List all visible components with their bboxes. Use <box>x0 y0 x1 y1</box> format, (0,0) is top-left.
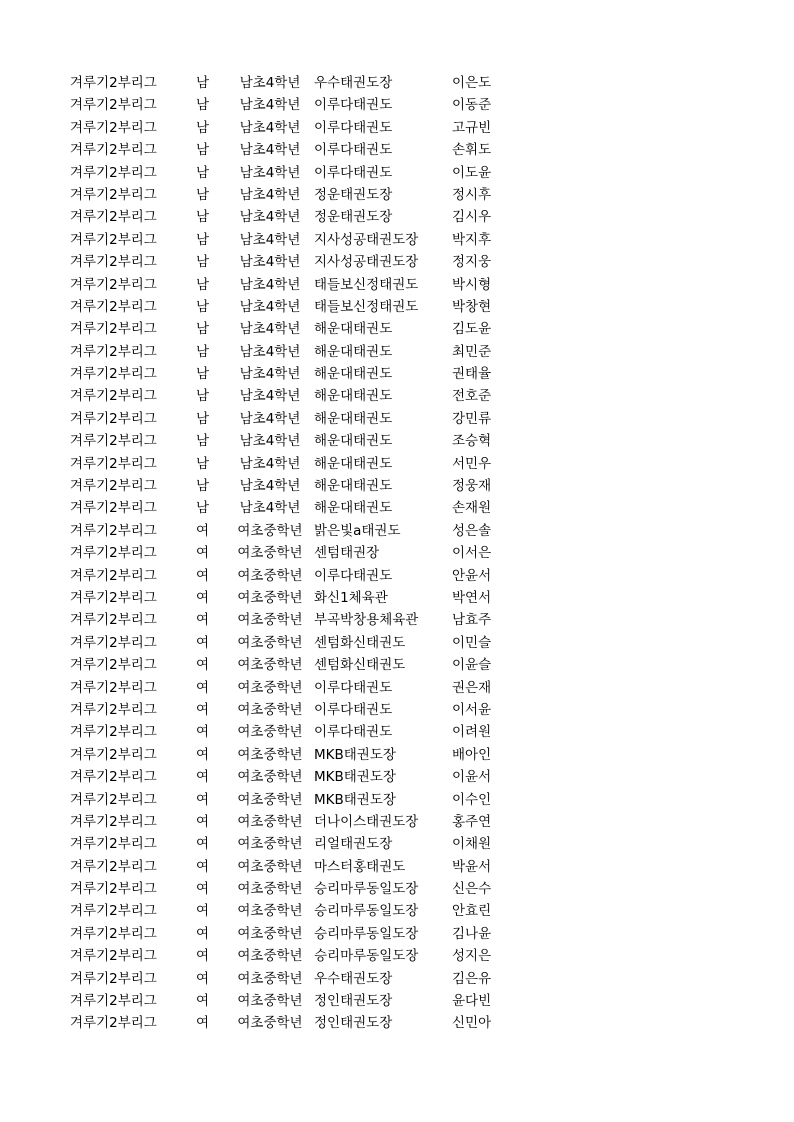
name-cell: 손재원 <box>452 500 492 517</box>
table-row <box>0 878 794 900</box>
division-cell: 여초중학년 <box>237 567 303 584</box>
name-cell: 전호준 <box>452 388 492 405</box>
event-cell: 겨루기2부리그 <box>70 724 157 741</box>
gym-cell: 태들보신정태권도 <box>314 298 419 315</box>
table-row <box>0 408 794 430</box>
event-cell: 겨루기2부리그 <box>70 970 157 987</box>
gym-cell: 이루다태권도 <box>314 164 393 181</box>
name-cell: 박시형 <box>452 276 492 293</box>
name-cell: 이서은 <box>452 545 492 562</box>
gym-cell: 우수태권도장 <box>314 75 393 91</box>
name-cell: 김은유 <box>452 970 492 987</box>
gym-cell: 센텀화신태권도 <box>314 634 406 651</box>
name-cell: 박창현 <box>452 298 492 315</box>
division-cell: 여초중학년 <box>237 836 303 853</box>
name-cell: 안윤서 <box>452 567 492 584</box>
event-cell: 겨루기2부리그 <box>70 343 157 360</box>
division-cell: 남초4학년 <box>239 231 301 248</box>
gym-cell: 이루다태권도 <box>314 567 393 584</box>
event-cell: 겨루기2부리그 <box>70 634 157 651</box>
table-row <box>0 744 794 766</box>
gender-cell: 남 <box>196 119 210 136</box>
event-cell: 겨루기2부리그 <box>70 657 157 674</box>
event-cell: 겨루기2부리그 <box>70 881 157 898</box>
event-cell: 겨루기2부리그 <box>70 97 157 114</box>
name-cell: 안효린 <box>452 903 492 920</box>
table-row <box>0 385 794 407</box>
table-row <box>0 318 794 340</box>
gym-cell: 센텀태권장 <box>314 545 380 562</box>
gender-cell: 여 <box>196 522 210 539</box>
event-cell: 겨루기2부리그 <box>70 433 157 450</box>
division-cell: 남초4학년 <box>239 298 301 315</box>
division-cell: 남초4학년 <box>239 142 301 159</box>
gender-cell: 남 <box>196 433 210 450</box>
event-cell: 겨루기2부리그 <box>70 388 157 405</box>
gym-cell: 해운대태권도 <box>314 433 393 450</box>
name-cell: 김도윤 <box>452 321 492 338</box>
division-cell: 여초중학년 <box>237 948 303 965</box>
gender-cell: 여 <box>196 724 210 741</box>
gender-cell: 여 <box>196 679 210 696</box>
name-cell: 윤다빈 <box>452 993 492 1010</box>
event-cell: 겨루기2부리그 <box>70 410 157 427</box>
table-row <box>0 184 794 206</box>
table-row <box>0 766 794 788</box>
gender-cell: 남 <box>196 209 210 226</box>
name-cell: 강민류 <box>452 410 492 427</box>
name-cell: 성지은 <box>452 948 492 965</box>
division-cell: 여초중학년 <box>237 791 303 808</box>
event-cell: 겨루기2부리그 <box>70 321 157 338</box>
division-cell: 여초중학년 <box>237 970 303 987</box>
name-cell: 권은재 <box>452 679 492 696</box>
gender-cell: 여 <box>196 769 210 786</box>
gym-cell: 더나이스태권도장 <box>314 813 419 830</box>
event-cell: 겨루기2부리그 <box>70 948 157 965</box>
gender-cell: 여 <box>196 589 210 606</box>
gender-cell: 여 <box>196 813 210 830</box>
gym-cell: 마스터홍태권도 <box>314 858 406 875</box>
table-row <box>0 990 794 1012</box>
division-cell: 여초중학년 <box>237 746 303 763</box>
division-cell: 남초4학년 <box>239 343 301 360</box>
gender-cell: 남 <box>196 164 210 181</box>
gym-cell: 리얼태권도장 <box>314 836 393 853</box>
name-cell: 정시후 <box>452 186 492 203</box>
table-row <box>0 677 794 699</box>
gender-cell: 여 <box>196 701 210 718</box>
gym-cell: 정운태권도장 <box>314 209 393 226</box>
event-cell: 겨루기2부리그 <box>70 75 157 91</box>
event-cell: 겨루기2부리그 <box>70 522 157 539</box>
gym-cell: 부곡박창용체육관 <box>314 612 419 629</box>
name-cell: 홍주연 <box>452 813 492 830</box>
name-cell: 최민준 <box>452 343 492 360</box>
table-row <box>0 139 794 161</box>
event-cell: 겨루기2부리그 <box>70 993 157 1010</box>
division-cell: 여초중학년 <box>237 1015 303 1032</box>
name-cell: 조승혁 <box>452 433 492 450</box>
event-cell: 겨루기2부리그 <box>70 925 157 942</box>
event-cell: 겨루기2부리그 <box>70 903 157 920</box>
gym-cell: 해운대태권도 <box>314 321 393 338</box>
gender-cell: 남 <box>196 75 210 91</box>
gender-cell: 남 <box>196 500 210 517</box>
table-row <box>0 789 794 811</box>
table-row <box>0 520 794 542</box>
gym-cell: 우수태권도장 <box>314 970 393 987</box>
table-row <box>0 117 794 139</box>
gym-cell: 지사성공태권도장 <box>314 231 419 248</box>
event-cell: 겨루기2부리그 <box>70 209 157 226</box>
table-row <box>0 341 794 363</box>
gender-cell: 여 <box>196 925 210 942</box>
name-cell: 이수인 <box>452 791 492 808</box>
gym-cell: 해운대태권도 <box>314 455 393 472</box>
name-cell: 박지후 <box>452 231 492 248</box>
event-cell: 겨루기2부리그 <box>70 679 157 696</box>
division-cell: 남초4학년 <box>239 433 301 450</box>
division-cell: 남초4학년 <box>239 321 301 338</box>
gender-cell: 남 <box>196 410 210 427</box>
gym-cell: 정운태권도장 <box>314 186 393 203</box>
name-cell: 권태율 <box>452 366 492 383</box>
division-cell: 남초4학년 <box>239 410 301 427</box>
gym-cell: 해운대태권도 <box>314 366 393 383</box>
name-cell: 이채원 <box>452 836 492 853</box>
division-cell: 여초중학년 <box>237 522 303 539</box>
table-row <box>0 856 794 878</box>
table-row <box>0 900 794 922</box>
gender-cell: 남 <box>196 388 210 405</box>
name-cell: 김시우 <box>452 209 492 226</box>
gym-cell: 이루다태권도 <box>314 724 393 741</box>
division-cell: 여초중학년 <box>237 903 303 920</box>
event-cell: 겨루기2부리그 <box>70 231 157 248</box>
name-cell: 이윤서 <box>452 769 492 786</box>
name-cell: 이서윤 <box>452 701 492 718</box>
name-cell: 이윤슬 <box>452 657 492 674</box>
gym-cell: 승리마루동일도장 <box>314 925 419 942</box>
gender-cell: 여 <box>196 612 210 629</box>
gym-cell: 해운대태권도 <box>314 478 393 495</box>
name-cell: 이민슬 <box>452 634 492 651</box>
table-row <box>0 587 794 609</box>
gender-cell: 여 <box>196 634 210 651</box>
name-cell: 남효주 <box>452 612 492 629</box>
gender-cell: 남 <box>196 231 210 248</box>
division-cell: 남초4학년 <box>239 276 301 293</box>
division-cell: 여초중학년 <box>237 589 303 606</box>
event-cell: 겨루기2부리그 <box>70 455 157 472</box>
name-cell: 신민아 <box>452 1015 492 1032</box>
gender-cell: 여 <box>196 970 210 987</box>
event-cell: 겨루기2부리그 <box>70 567 157 584</box>
name-cell: 이은도 <box>452 75 492 91</box>
table-row <box>0 475 794 497</box>
division-cell: 남초4학년 <box>239 478 301 495</box>
table-row <box>0 430 794 452</box>
division-cell: 남초4학년 <box>239 254 301 271</box>
event-cell: 겨루기2부리그 <box>70 769 157 786</box>
name-cell: 이려원 <box>452 724 492 741</box>
table-row <box>0 654 794 676</box>
gender-cell: 여 <box>196 993 210 1010</box>
event-cell: 겨루기2부리그 <box>70 545 157 562</box>
table-row <box>0 923 794 945</box>
table-row <box>0 497 794 519</box>
gym-cell: 이루다태권도 <box>314 97 393 114</box>
gym-cell: MKB태권도장 <box>314 746 396 763</box>
name-cell: 배아인 <box>452 746 492 763</box>
division-cell: 여초중학년 <box>237 813 303 830</box>
division-cell: 여초중학년 <box>237 881 303 898</box>
division-cell: 남초4학년 <box>239 164 301 181</box>
table-row <box>0 229 794 251</box>
division-cell: 남초4학년 <box>239 366 301 383</box>
name-cell: 고규빈 <box>452 119 492 136</box>
table-row <box>0 609 794 631</box>
event-cell: 겨루기2부리그 <box>70 858 157 875</box>
table-row <box>0 206 794 228</box>
gym-cell: 이루다태권도 <box>314 142 393 159</box>
gym-cell: MKB태권도장 <box>314 791 396 808</box>
gender-cell: 남 <box>196 366 210 383</box>
event-cell: 겨루기2부리그 <box>70 276 157 293</box>
division-cell: 여초중학년 <box>237 612 303 629</box>
gender-cell: 여 <box>196 836 210 853</box>
gym-cell: 정인태권도장 <box>314 993 393 1010</box>
table-row <box>0 251 794 273</box>
event-cell: 겨루기2부리그 <box>70 500 157 517</box>
gender-cell: 남 <box>196 343 210 360</box>
gender-cell: 여 <box>196 1015 210 1032</box>
gender-cell: 여 <box>196 746 210 763</box>
name-cell: 박연서 <box>452 589 492 606</box>
event-cell: 겨루기2부리그 <box>70 366 157 383</box>
division-cell: 여초중학년 <box>237 925 303 942</box>
gym-cell: 이루다태권도 <box>314 119 393 136</box>
gym-cell: MKB태권도장 <box>314 769 396 786</box>
table-row <box>0 296 794 318</box>
table-row <box>0 1012 794 1034</box>
event-cell: 겨루기2부리그 <box>70 186 157 203</box>
gym-cell: 이루다태권도 <box>314 679 393 696</box>
table-row <box>0 453 794 475</box>
division-cell: 남초4학년 <box>239 388 301 405</box>
division-cell: 남초4학년 <box>239 119 301 136</box>
event-cell: 겨루기2부리그 <box>70 119 157 136</box>
gender-cell: 여 <box>196 948 210 965</box>
gender-cell: 여 <box>196 903 210 920</box>
division-cell: 여초중학년 <box>237 858 303 875</box>
gender-cell: 여 <box>196 657 210 674</box>
gym-cell: 해운대태권도 <box>314 410 393 427</box>
event-cell: 겨루기2부리그 <box>70 478 157 495</box>
event-cell: 겨루기2부리그 <box>70 836 157 853</box>
gender-cell: 여 <box>196 858 210 875</box>
name-cell: 정지웅 <box>452 254 492 271</box>
gender-cell: 남 <box>196 298 210 315</box>
event-cell: 겨루기2부리그 <box>70 813 157 830</box>
gender-cell: 남 <box>196 186 210 203</box>
table-row <box>0 565 794 587</box>
gender-cell: 남 <box>196 455 210 472</box>
gender-cell: 여 <box>196 791 210 808</box>
table-row <box>0 162 794 184</box>
event-cell: 겨루기2부리그 <box>70 612 157 629</box>
name-cell: 손휘도 <box>452 142 492 159</box>
name-cell: 서민우 <box>452 455 492 472</box>
event-cell: 겨루기2부리그 <box>70 746 157 763</box>
event-cell: 겨루기2부리그 <box>70 1015 157 1032</box>
gender-cell: 남 <box>196 321 210 338</box>
table-row <box>0 721 794 743</box>
gender-cell: 남 <box>196 254 210 271</box>
gym-cell: 승리마루동일도장 <box>314 948 419 965</box>
gym-cell: 밝은빛a태권도 <box>314 522 401 539</box>
gym-cell: 이루다태권도 <box>314 701 393 718</box>
division-cell: 여초중학년 <box>237 769 303 786</box>
event-cell: 겨루기2부리그 <box>70 298 157 315</box>
gym-cell: 센텀화신태권도 <box>314 657 406 674</box>
name-cell: 박윤서 <box>452 858 492 875</box>
name-cell: 이동준 <box>452 97 492 114</box>
name-cell: 김나윤 <box>452 925 492 942</box>
gym-cell: 화신1체육관 <box>314 589 388 606</box>
event-cell: 겨루기2부리그 <box>70 142 157 159</box>
gym-cell: 정인태권도장 <box>314 1015 393 1032</box>
gym-cell: 승리마루동일도장 <box>314 903 419 920</box>
division-cell: 남초4학년 <box>239 186 301 203</box>
gender-cell: 남 <box>196 97 210 114</box>
table-row <box>0 72 794 94</box>
event-cell: 겨루기2부리그 <box>70 791 157 808</box>
table-row <box>0 274 794 296</box>
table-row <box>0 833 794 855</box>
name-cell: 신은수 <box>452 881 492 898</box>
table-row <box>0 363 794 385</box>
table-row <box>0 542 794 564</box>
gym-cell: 해운대태권도 <box>314 343 393 360</box>
division-cell: 여초중학년 <box>237 679 303 696</box>
event-cell: 겨루기2부리그 <box>70 164 157 181</box>
division-cell: 여초중학년 <box>237 657 303 674</box>
table-row <box>0 94 794 116</box>
division-cell: 여초중학년 <box>237 724 303 741</box>
gym-cell: 해운대태권도 <box>314 500 393 517</box>
division-cell: 여초중학년 <box>237 701 303 718</box>
table-row <box>0 945 794 967</box>
table-row <box>0 811 794 833</box>
gender-cell: 남 <box>196 142 210 159</box>
table-row <box>0 699 794 721</box>
gym-cell: 태들보신정태권도 <box>314 276 419 293</box>
gender-cell: 남 <box>196 276 210 293</box>
table-row <box>0 632 794 654</box>
gym-cell: 해운대태권도 <box>314 388 393 405</box>
gender-cell: 여 <box>196 567 210 584</box>
division-cell: 여초중학년 <box>237 993 303 1010</box>
division-cell: 여초중학년 <box>237 634 303 651</box>
gym-cell: 승리마루동일도장 <box>314 881 419 898</box>
table-row <box>0 968 794 990</box>
participant-list <box>0 72 794 1035</box>
gender-cell: 남 <box>196 478 210 495</box>
gender-cell: 여 <box>196 881 210 898</box>
event-cell: 겨루기2부리그 <box>70 254 157 271</box>
gender-cell: 여 <box>196 545 210 562</box>
division-cell: 남초4학년 <box>239 455 301 472</box>
event-cell: 겨루기2부리그 <box>70 589 157 606</box>
division-cell: 남초4학년 <box>239 209 301 226</box>
division-cell: 남초4학년 <box>239 97 301 114</box>
name-cell: 이도윤 <box>452 164 492 181</box>
division-cell: 남초4학년 <box>239 500 301 517</box>
event-cell: 겨루기2부리그 <box>70 701 157 718</box>
name-cell: 정웅재 <box>452 478 492 495</box>
division-cell: 여초중학년 <box>237 545 303 562</box>
name-cell: 성은솔 <box>452 522 492 539</box>
division-cell: 남초4학년 <box>239 75 301 91</box>
gym-cell: 지사성공태권도장 <box>314 254 419 271</box>
